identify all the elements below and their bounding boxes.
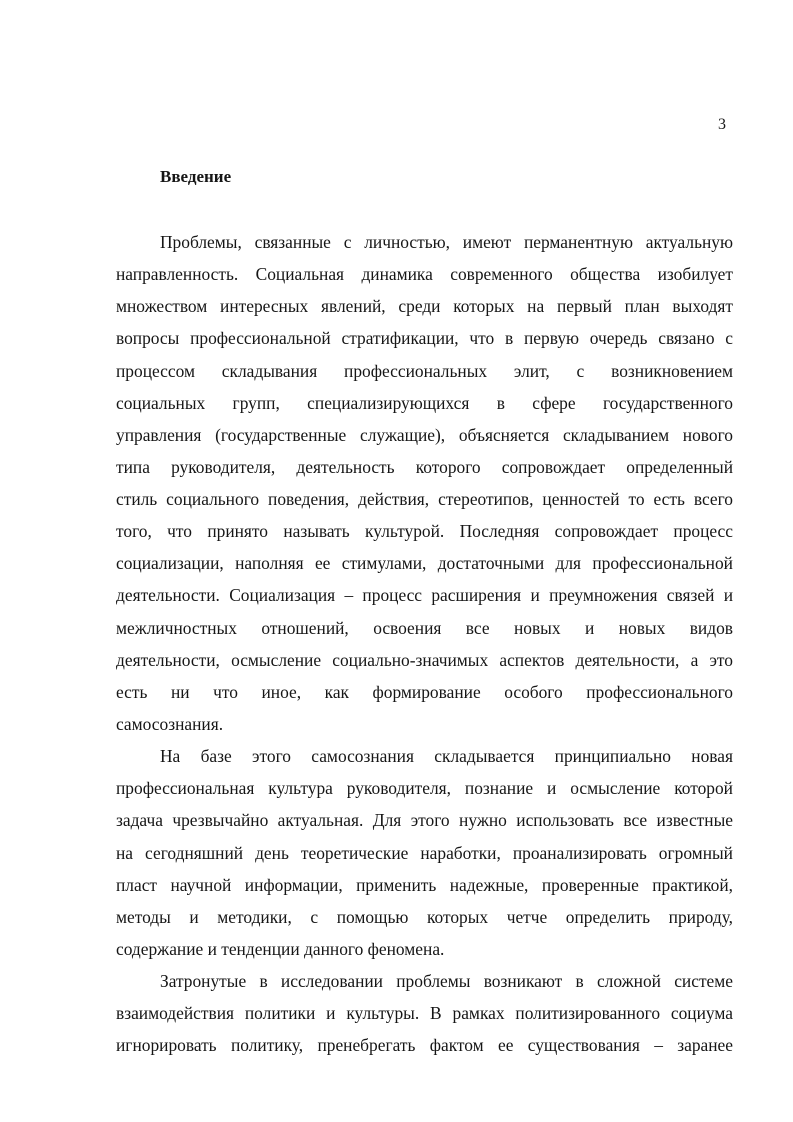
text-line: вопросы профессиональной стратификации, что в первую очередь связано с — [116, 328, 733, 348]
text-line: профессиональная культура руководителя, познание и осмысление которой — [116, 778, 733, 798]
text-line: методы и методики, с помощью которых четче определить природу, — [116, 907, 733, 927]
text-line: на сегодняшний день теоретические наработки, проанализировать огромный — [116, 843, 733, 863]
text-line: управления (государственные служащие), объясняется складыванием нового — [116, 425, 733, 445]
text-line: самосознания. — [116, 714, 224, 734]
text-line: множеством интересных явлений, среди которых на первый план выходят — [116, 296, 733, 316]
text-line: процессом складывания профессиональных элит, с возникновением — [116, 361, 733, 381]
text-line: взаимодействия политики и культуры. В рамках политизированного социума — [116, 1003, 733, 1023]
text-line: есть ни что иное, как формирование особого профессионального — [116, 682, 733, 702]
text-line: стиль социального поведения, действия, стереотипов, ценностей то есть всего — [116, 489, 733, 509]
text-line: того, что принято называть культурой. Последняя сопровождает процесс — [116, 521, 733, 541]
section-heading: Введение — [160, 167, 232, 186]
text-line: На базе этого самосознания складывается принципиально новая — [160, 746, 733, 766]
text-line: содержание и тенденции данного феномена. — [116, 939, 445, 959]
text-line: типа руководителя, деятельность которого сопровождает определенный — [116, 457, 733, 477]
text-line: Затронутые в исследовании проблемы возникают в сложной системе — [160, 971, 733, 991]
text-line: деятельности. Социализация – процесс расширения и преумножения связей и — [116, 585, 733, 605]
text-line: игнорировать политику, пренебрегать фактом ее существования – заранее — [116, 1035, 733, 1055]
text-line: Проблемы, связанные с личностью, имеют перманентную актуальную — [160, 232, 733, 252]
text-line: социализации, наполняя ее стимулами, достаточными для профессиональной — [116, 553, 733, 573]
text-line: социальных групп, специализирующихся в сфере государственного — [116, 393, 733, 413]
text-line: пласт научной информации, применить надежные, проверенные практикой, — [116, 875, 733, 895]
text-line: деятельности, осмысление социально-значимых аспектов деятельности, а это — [116, 650, 733, 670]
text-line: задача чрезвычайно актуальная. Для этого нужно использовать все известные — [116, 810, 733, 830]
page-number: 3 — [718, 116, 726, 133]
text-line: межличностных отношений, освоения все новых и новых видов — [116, 618, 733, 638]
text-line: направленность. Социальная динамика современного общества изобилует — [116, 264, 733, 284]
